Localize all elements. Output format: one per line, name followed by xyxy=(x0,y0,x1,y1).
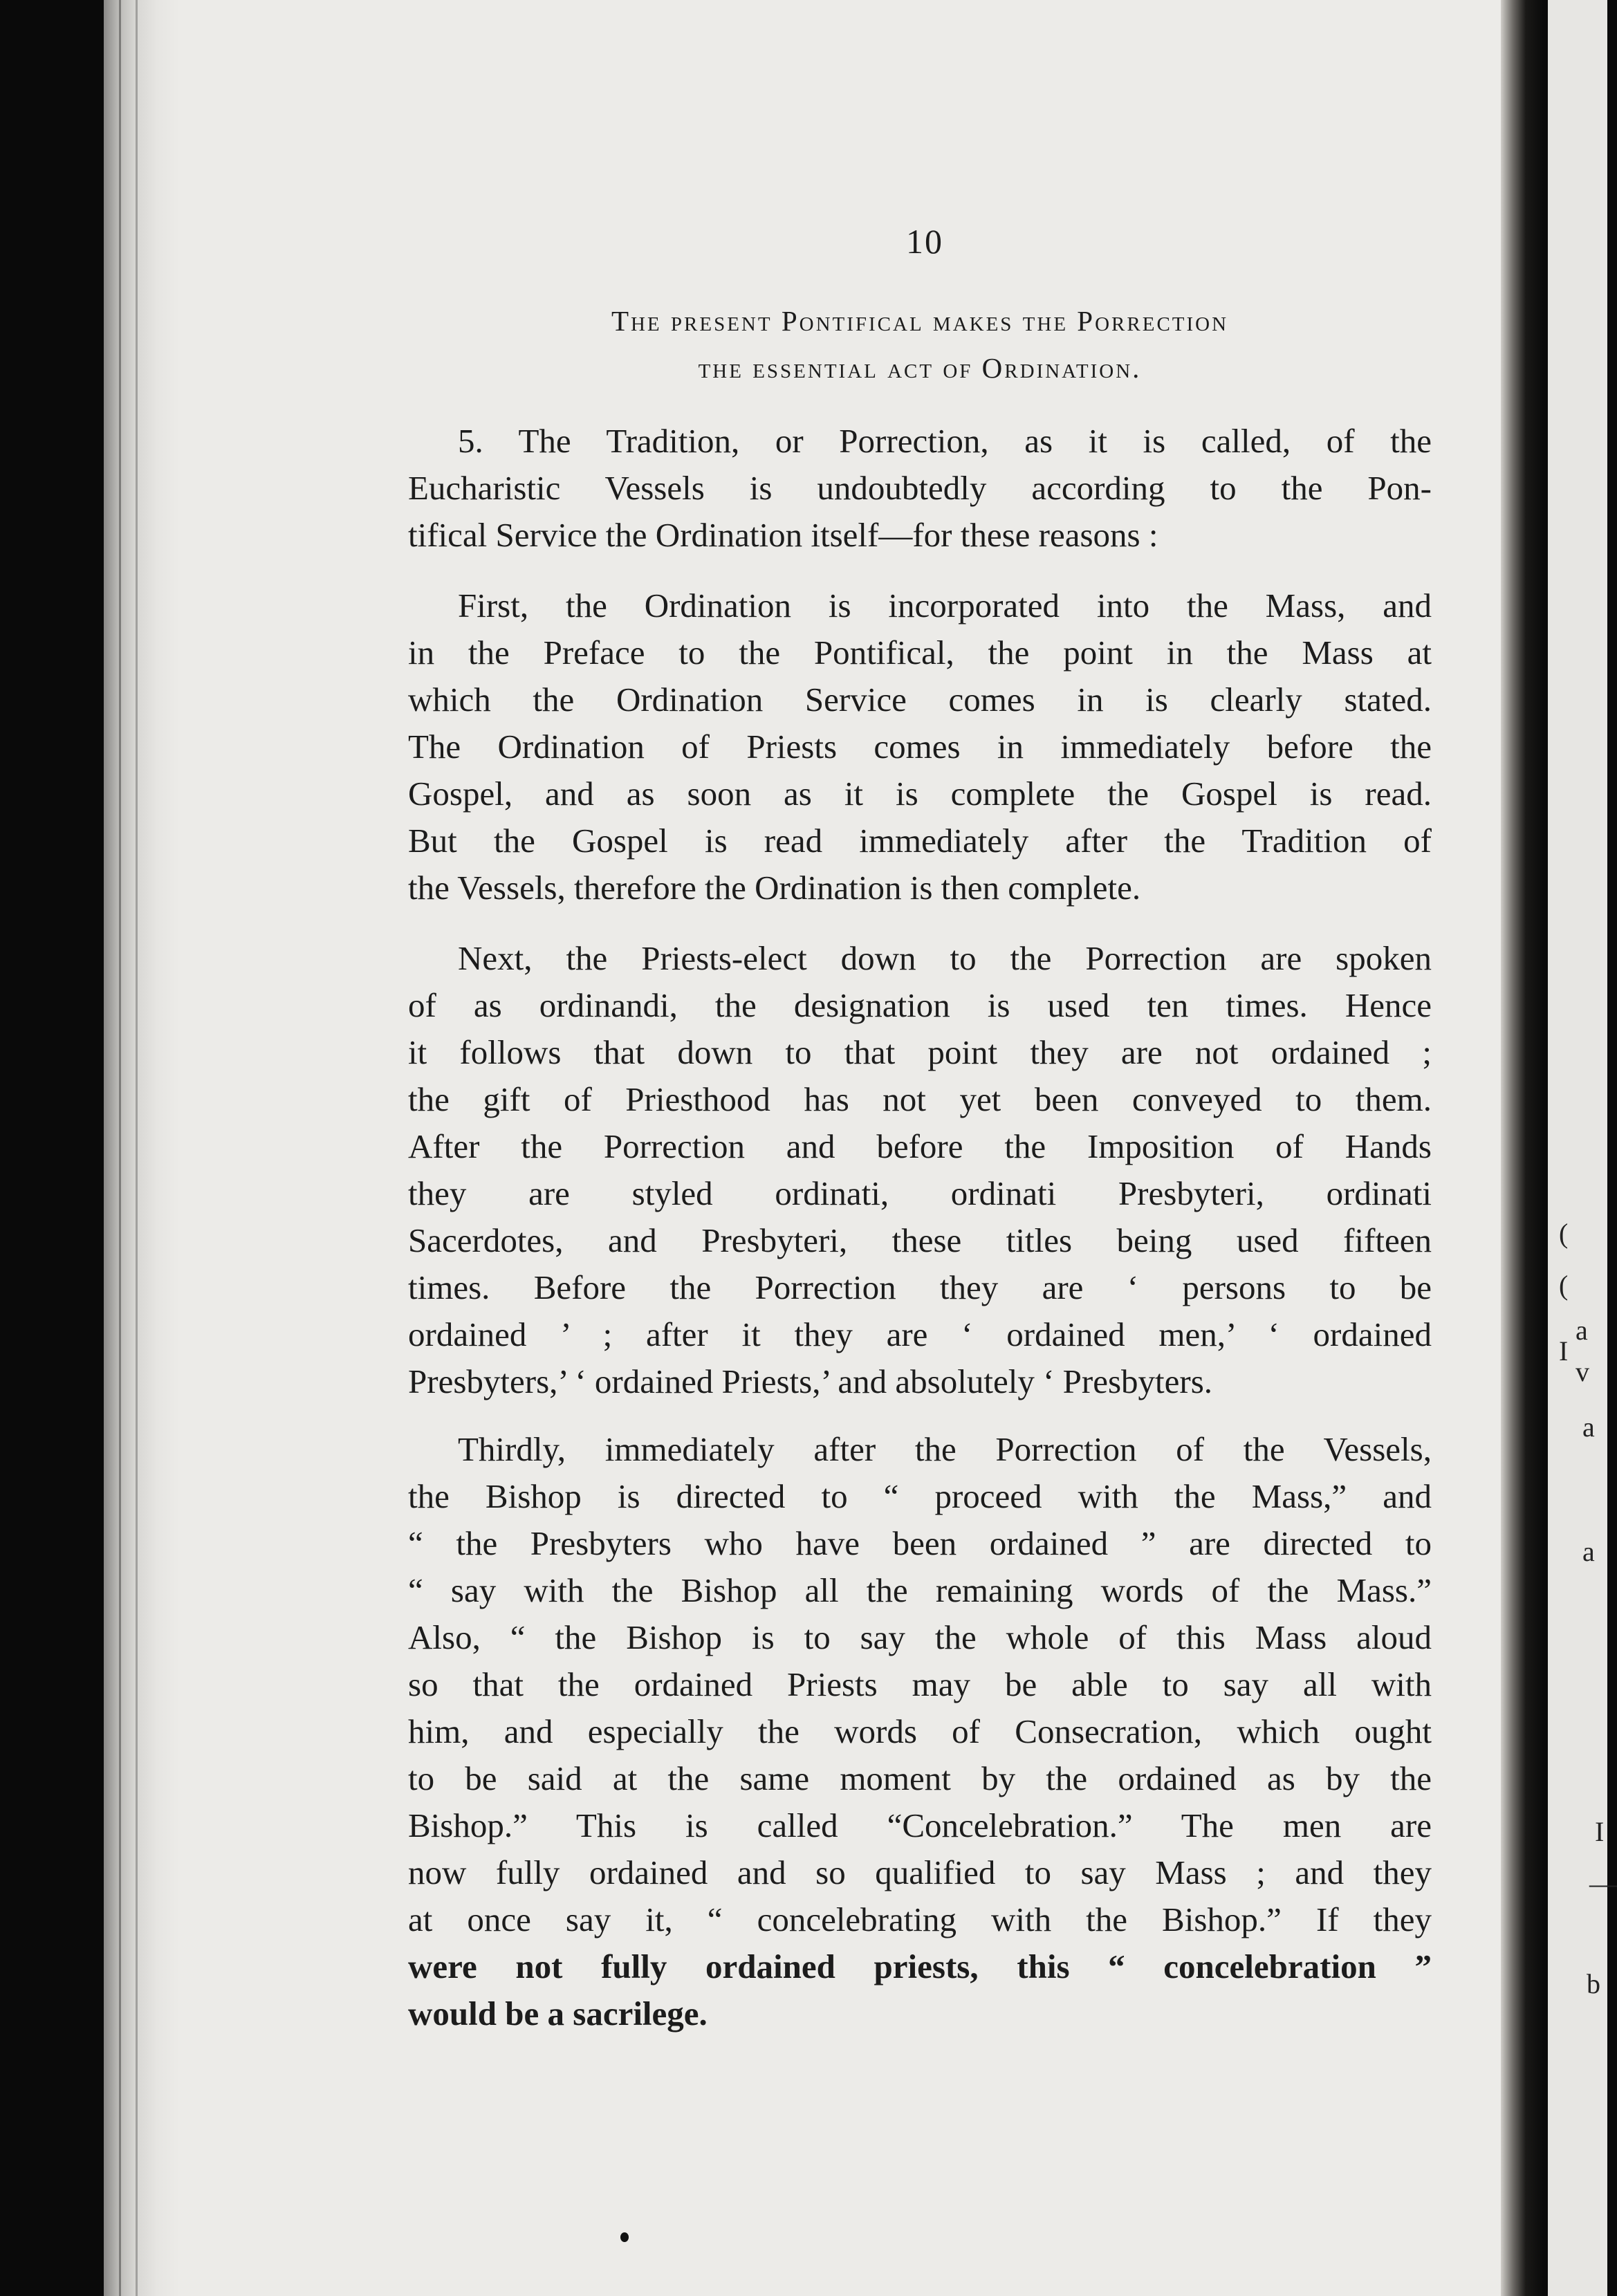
next-page-fragment: v xyxy=(1576,1356,1589,1387)
text-line: they are styled ordinati, ordinati Presbyteri, ordinati xyxy=(408,1174,1432,1212)
text-line: Thirdly, immediately after the Porrection of the Vessels, xyxy=(458,1430,1432,1468)
section-heading xyxy=(408,297,1432,391)
text-line: which the Ordination Service comes in is clearly stated. xyxy=(408,681,1432,719)
next-page-fragment: — xyxy=(1589,1868,1617,1899)
text-line: “ say with the Bishop all the remaining words of the Mass.” xyxy=(408,1571,1432,1609)
text-line: so that the ordained Priests may be able to say all with xyxy=(408,1665,1432,1703)
paragraph-next xyxy=(408,935,1432,1405)
text-line: Gospel, and as soon as it is complete the Gospel is read. xyxy=(408,775,1432,813)
paragraph-thirdly xyxy=(408,1426,1432,2037)
next-page-fragment: b xyxy=(1587,1968,1600,1999)
text-line: 5. The Tradition, or Porrection, as it is called, of the xyxy=(458,422,1432,460)
next-page-fragment: ( xyxy=(1559,1218,1569,1249)
text-line: After the Porrection and before the Imposition of Hands xyxy=(408,1127,1432,1165)
text-line: times. Before the Porrection they are ‘ persons to be xyxy=(408,1268,1432,1306)
text-line: the Bishop is directed to “ proceed with the Mass,” and xyxy=(408,1477,1432,1515)
paragraph-first xyxy=(408,582,1432,911)
text-line: at once say it, “ concelebrating with the Bishop.” If they xyxy=(408,1900,1432,1938)
page-number: 10 xyxy=(906,222,943,261)
page-gutter-shadow xyxy=(104,0,180,2296)
text-line: Presbyters,’ ‘ ordained Priests,’ and absolutely ‘ Presbyters. xyxy=(408,1362,1213,1400)
text-line: ordained ’ ; after it they are ‘ ordained men,’ ‘ ordained xyxy=(408,1315,1432,1353)
next-page-fragment: a xyxy=(1576,1315,1588,1346)
heading-line: the essential act of Ordination. xyxy=(698,352,1142,384)
next-page-fragment: I xyxy=(1595,1816,1605,1847)
text-line: First, the Ordination is incorporated into the Mass, and xyxy=(458,586,1432,624)
text-line: Next, the Priests-elect down to the Porrection are spoken xyxy=(458,939,1432,977)
text-line: But the Gospel is read immediately after the Tradition of xyxy=(408,822,1432,860)
next-page-fragment: I xyxy=(1559,1335,1569,1367)
binding-shadow xyxy=(1501,0,1542,2296)
text-line: Bishop.” This is called “Concelebration.” The men are xyxy=(408,1806,1432,1844)
adjacent-page-sliver xyxy=(1548,0,1617,2296)
text-line: to be said at the same moment by the ordained as by the xyxy=(408,1759,1432,1797)
scan-speck xyxy=(620,2232,629,2242)
text-line: in the Preface to the Pontifical, the point in the Mass at xyxy=(408,633,1432,672)
text-line: Also, “ the Bishop is to say the whole of this Mass aloud xyxy=(408,1618,1432,1656)
text-line: the Vessels, therefore the Ordination is then complete. xyxy=(408,869,1141,907)
text-line: tifical Service the Ordination itself—for these reasons : xyxy=(408,516,1158,554)
text-line: were not fully ordained priests, this “ concelebration ” xyxy=(408,1947,1432,1985)
text-line: Eucharistic Vessels is undoubtedly according to the Pon- xyxy=(408,469,1432,507)
next-page-fragment: ( xyxy=(1559,1270,1569,1301)
gutter-edge-line xyxy=(119,0,121,2296)
text-line: now fully ordained and so qualified to say Mass ; and they xyxy=(408,1853,1432,1891)
text-line: him, and especially the words of Consecration, which ought xyxy=(408,1712,1432,1750)
heading-line: The present Pontifical makes the Porrection xyxy=(611,305,1229,337)
text-line: “ the Presbyters who have been ordained ” are directed to xyxy=(408,1524,1432,1562)
text-line: the gift of Priesthood has not yet been conveyed to them. xyxy=(408,1080,1432,1118)
gutter-edge-line xyxy=(136,0,138,2296)
next-page-fragment: a xyxy=(1582,1536,1595,1567)
text-line: The Ordination of Priests comes in immediately before the xyxy=(408,728,1432,766)
paragraph-5 xyxy=(408,418,1432,559)
text-line: Sacerdotes, and Presbyteri, these titles being used fifteen xyxy=(408,1221,1432,1259)
text-line: of as ordinandi, the designation is used ten times. Hence xyxy=(408,986,1432,1024)
text-line: it follows that down to that point they are not ordained ; xyxy=(408,1033,1432,1071)
text-line: would be a sacrilege. xyxy=(408,1994,708,2033)
next-page-fragment: a xyxy=(1582,1411,1595,1443)
